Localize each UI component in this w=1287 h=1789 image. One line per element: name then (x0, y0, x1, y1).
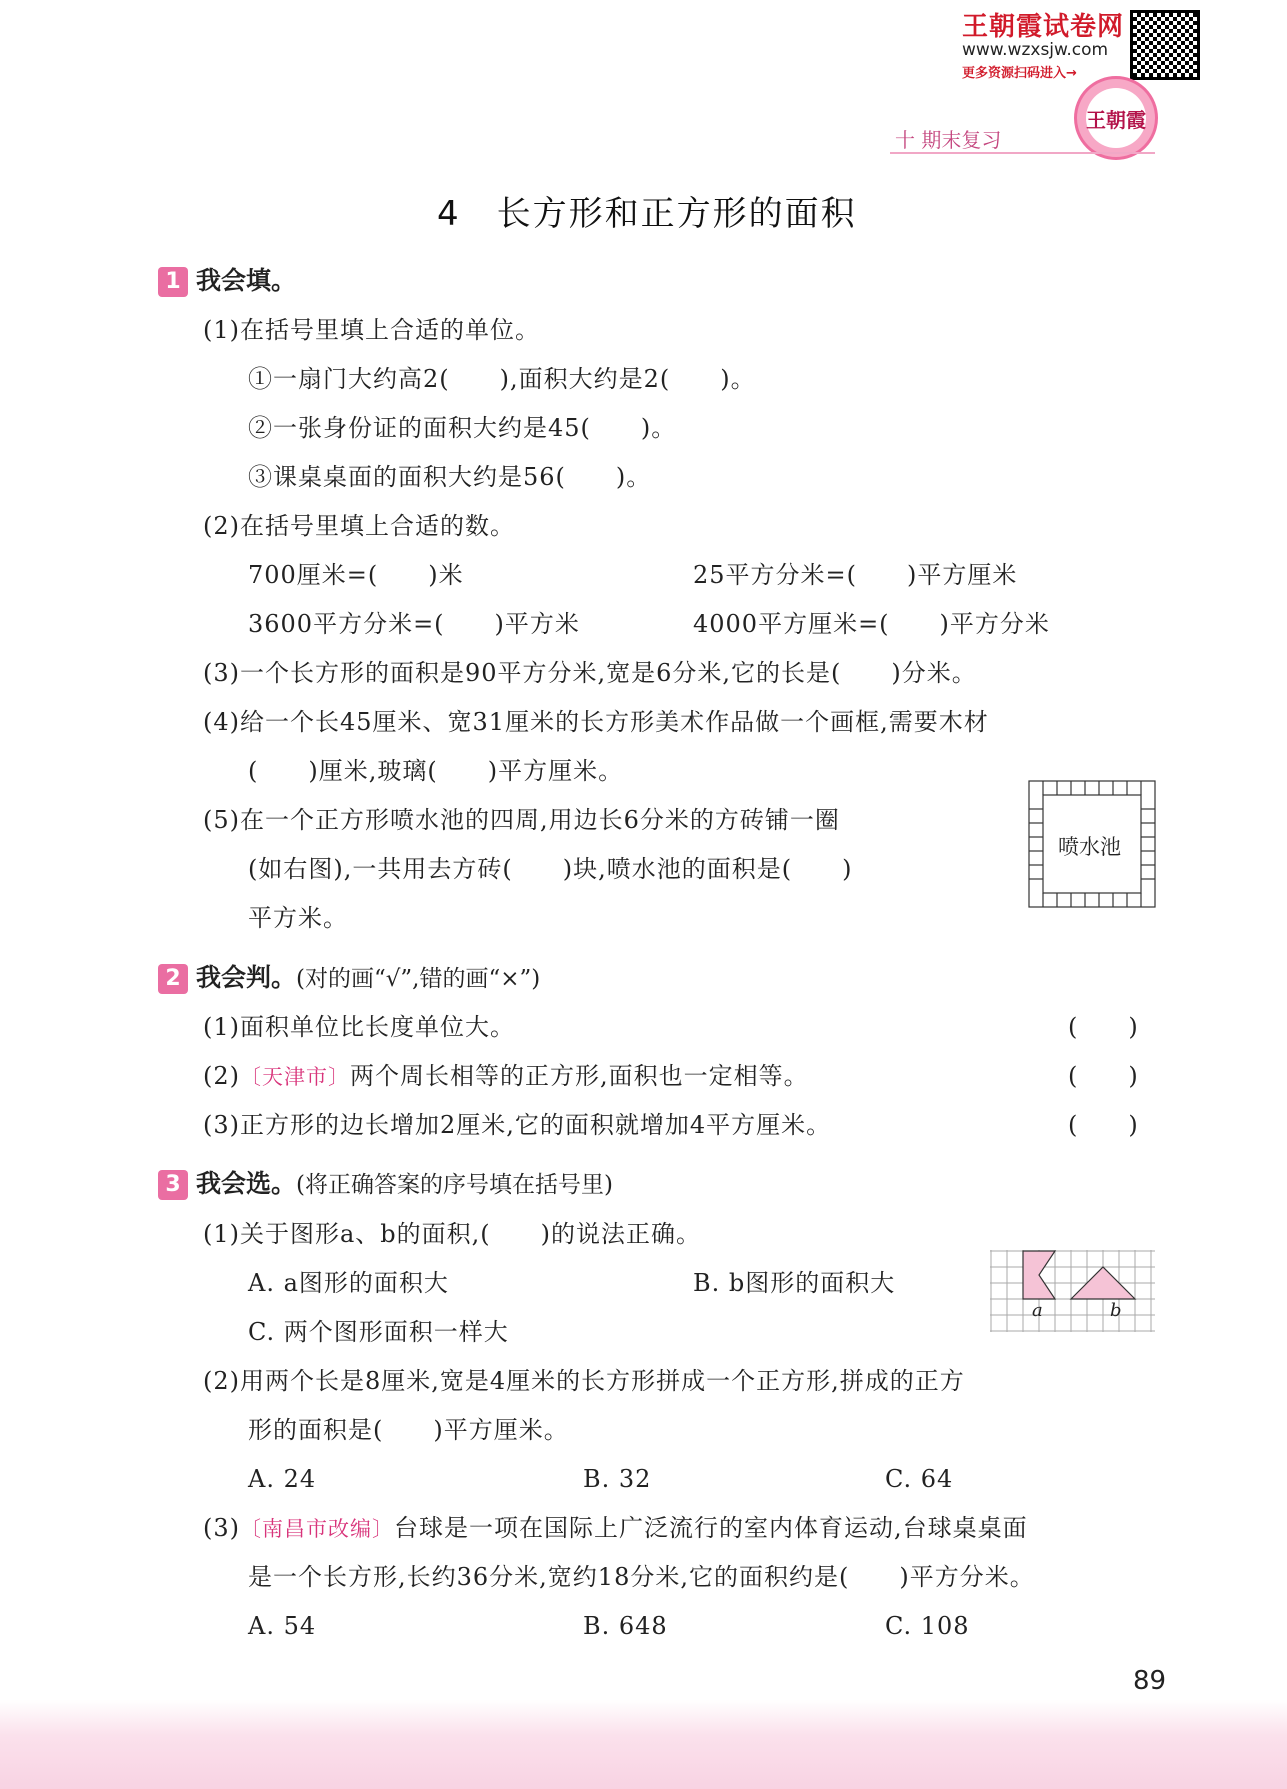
brand-url[interactable]: www.wzxsjw.com (962, 40, 1109, 60)
s1-q2d: 4000平方厘米=( )平方分米 (693, 610, 1050, 638)
section-2-title: 我会判。 (196, 963, 297, 992)
s1-q4b: ( )厘米,玻璃( )平方厘米。 (248, 757, 624, 785)
s2-q3-answer-blank[interactable]: ( ) (1068, 1111, 1139, 1139)
s2-q2-prefix: (2) (203, 1062, 240, 1090)
s2-q2 (203, 1059, 809, 1094)
page-number: 89 (1133, 1666, 1167, 1696)
s1-q1c: ③课桌桌面的面积大约是56( )。 (248, 463, 652, 491)
s3-q3-prefix: (3) (203, 1514, 240, 1542)
fountain-pool-label: 喷水池 (1058, 835, 1121, 859)
s1-q1a: ①一扇门大约高2( ),面积大约是2( )。 (248, 365, 756, 393)
s1-q3: (3)一个长方形的面积是90平方分米,宽是6分米,它的长是( )分米。 (203, 659, 977, 687)
figure-b-label: b (1110, 1300, 1122, 1321)
s1-q5c: 平方米。 (248, 904, 348, 932)
s2-q1: (1)面积单位比长度单位大。 (203, 1013, 515, 1041)
s2-q3: (3)正方形的边长增加2厘米,它的面积就增加4平方厘米。 (203, 1111, 832, 1139)
s3-q1: (1)关于图形a、b的面积,( )的说法正确。 (203, 1220, 702, 1248)
s3-q2-option-b: B. 32 (583, 1465, 652, 1493)
section-2-note: (对的画“√”,错的画“×”) (296, 966, 541, 992)
section-2-heading (158, 961, 540, 996)
s2-q2-answer-blank[interactable]: ( ) (1068, 1062, 1139, 1090)
footer-band (0, 1700, 1287, 1789)
s3-q2a: (2)用两个长是8厘米,宽是4厘米的长方形拼成一个正方形,拼成的正方 (203, 1367, 965, 1395)
s1-q4a: (4)给一个长45厘米、宽31厘米的长方形美术作品做一个画框,需要木材 (203, 708, 989, 736)
section-1-title: 我会填。 (196, 266, 297, 295)
s1-q1b: ②一张身份证的面积大约是45( )。 (248, 414, 677, 442)
section-divider (890, 152, 1155, 154)
s3-q3-source-tag: 〔南昌市改编〕 (240, 1517, 394, 1541)
section-3-heading (158, 1167, 613, 1202)
s1-q5a: (5)在一个正方形喷水池的四周,用边长6分米的方砖铺一圈 (203, 806, 840, 834)
figure-a-label: a (1032, 1300, 1043, 1321)
section-1-heading (158, 264, 296, 298)
brand-seal-logo (1074, 76, 1158, 160)
s1-q2b: 25平方分米=( )平方厘米 (693, 561, 1018, 589)
s2-q2-source-tag: 〔天津市〕 (240, 1065, 350, 1089)
section-tag: 十 期末复习 (895, 128, 1002, 152)
section-3-number: 3 (158, 1170, 188, 1200)
shapes-a-b-grid-figure (990, 1250, 1155, 1335)
s2-q1-answer-blank[interactable]: ( ) (1068, 1013, 1139, 1041)
s1-q2: (2)在括号里填上合适的数。 (203, 512, 515, 540)
s2-q2-text: 两个周长相等的正方形,面积也一定相等。 (350, 1062, 809, 1090)
brand-more-text: 更多资源扫码进入→ (962, 66, 1077, 81)
s3-q2b: 形的面积是( )平方厘米。 (248, 1416, 569, 1444)
s3-q3 (203, 1511, 1028, 1546)
s3-q3-option-c: C. 108 (885, 1612, 970, 1640)
s3-q2-option-c: C. 64 (885, 1465, 954, 1493)
s1-q1: (1)在括号里填上合适的单位。 (203, 316, 540, 344)
s1-q5b: (如右图),一共用去方砖( )块,喷水池的面积是( ) (248, 855, 853, 883)
page-title: 4 长方形和正方形的面积 (437, 194, 857, 234)
s3-q3-option-a: A. 54 (248, 1612, 317, 1640)
seal-text: 王朝霞 (1086, 88, 1146, 148)
qr-code-icon[interactable] (1130, 10, 1200, 80)
s3-q2-option-a: A. 24 (248, 1465, 317, 1493)
section-2-number: 2 (158, 964, 188, 994)
section-3-title: 我会选。 (196, 1169, 297, 1198)
brand-name: 王朝霞试卷网 (962, 12, 1125, 42)
s3-q1-option-a: A. a图形的面积大 (248, 1269, 449, 1297)
s1-q2c: 3600平方分米=( )平方米 (248, 610, 580, 638)
s3-q1-option-c: C. 两个图形面积一样大 (248, 1318, 509, 1346)
s3-q3-text: 台球是一项在国际上广泛流行的室内体育运动,台球桌桌面 (394, 1514, 1028, 1542)
section-1-number: 1 (158, 267, 188, 297)
section-3-note: (将正确答案的序号填在括号里) (296, 1172, 613, 1198)
s3-q3b: 是一个长方形,长约36分米,宽约18分米,它的面积约是( )平方分米。 (248, 1563, 1035, 1591)
s1-q2a: 700厘米=( )米 (248, 561, 464, 589)
s3-q1-option-b: B. b图形的面积大 (693, 1269, 896, 1297)
s3-q3-option-b: B. 648 (583, 1612, 668, 1640)
